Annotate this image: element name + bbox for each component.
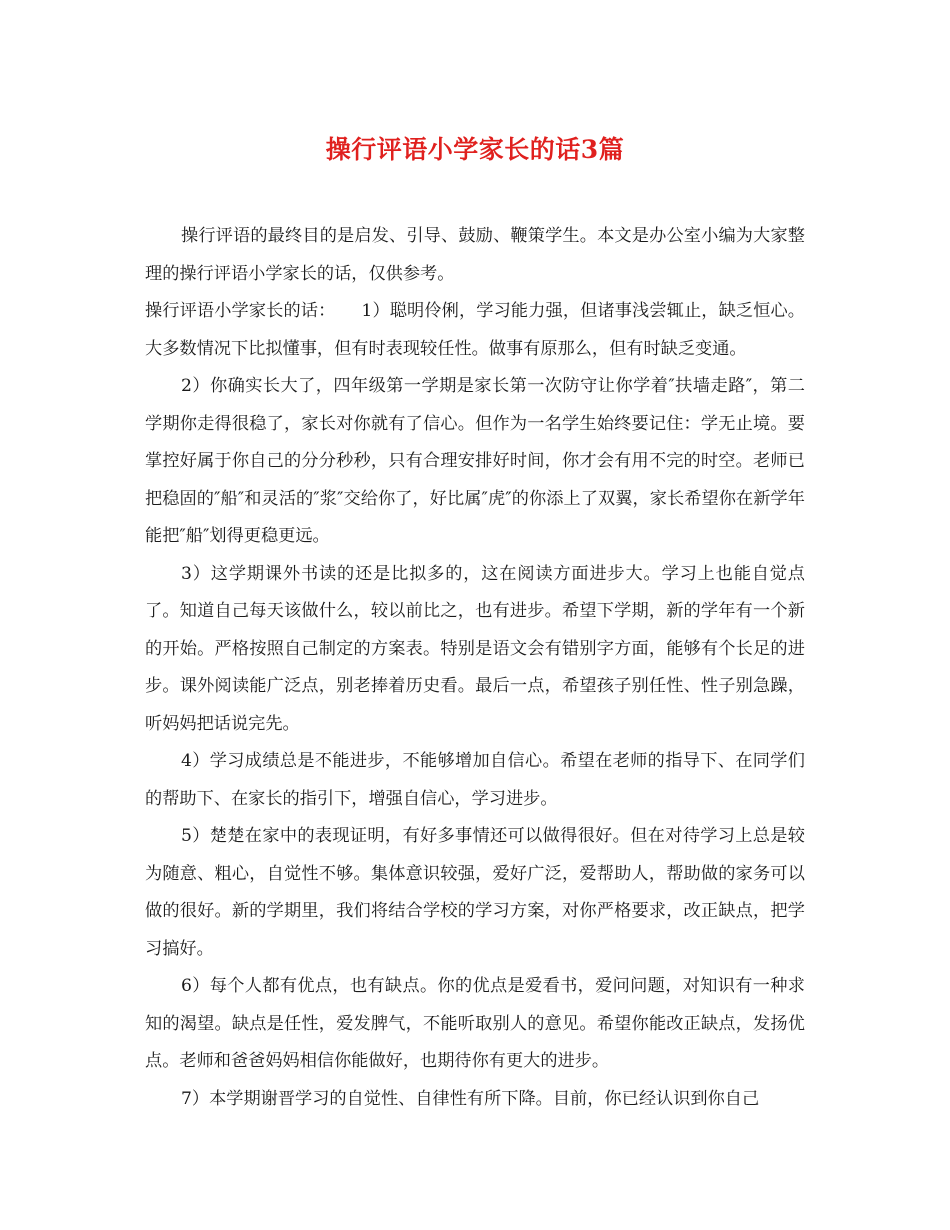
intro-paragraph: 操行评语的最终目的是启发、引导、鼓励、鞭策学生。本文是办公室小编为大家整理的操行评语小学家长的话，仅供参考。 xyxy=(145,226,805,284)
comment-paragraph-1: 操行评语小学家长的话： 1）聪明伶俐，学习能力强，但诸事浅尝辄止，缺乏恒心。大多数情况下比拟懂事，但有时表现较任性。做事有原那么，但有时缺乏变通。 xyxy=(145,301,805,359)
comment-paragraph-2: 2）你确实长大了，四年级第一学期是家长第一次防守让你学着″扶墙走路″，第二学期你走得很稳了，家长对你就有了信心。但作为一名学生始终要记住：学无止境。要掌控好属于你自己的分分秒秒，只有合理安排好时间，你才会有用不完的时空。老师已把稳固的″船″和灵活的″浆″交给你了，好比属″虎″的你添上了双翼，家长希望你在新学年能把″船″划得更稳更远。 xyxy=(145,376,805,546)
comment-paragraph-7: 7）本学期谢晋学习的自觉性、自律性有所下降。目前，你已经认识到你自己 xyxy=(181,1088,760,1109)
document-title: 操行评语小学家长的话3篇 xyxy=(325,135,625,164)
comment-paragraph-4: 4）学习成绩总是不能进步，不能够增加自信心。希望在老师的指导下、在同学们的帮助下、在家长的指引下，增强自信心，学习进步。 xyxy=(145,751,805,809)
document-page xyxy=(145,130,805,1118)
comment-paragraph-6: 6）每个人都有优点，也有缺点。你的优点是爱看书，爱问问题，对知识有一种求知的渴望。缺点是任性，爱发脾气，不能听取别人的意见。希望你能改正缺点，发扬优点。老师和爸爸妈妈相信你能做好，也期待你有更大的进步。 xyxy=(145,976,805,1071)
comment-paragraph-3: 3）这学期课外书读的还是比拟多的，这在阅读方面进步大。学习上也能自觉点了。知道自己每天该做什么，较以前比之，也有进步。希望下学期，新的学年有一个新的开始。严格按照自己制定的方案表。特别是语文会有错别字方面，能够有个长足的进步。课外阅读能广泛点，别老捧着历史看。最后一点，希望孩子别任性、性子别急躁，听妈妈把话说完先。 xyxy=(145,563,805,734)
comment-paragraph-5: 5）楚楚在家中的表现证明，有好多事情还可以做得很好。但在对待学习上总是较为随意、粗心，自觉性不够。集体意识较强，爱好广泛，爱帮助人，帮助做的家务可以做的很好。新的学期里，我们将结合学校的学习方案，对你严格要求，改正缺点，把学习搞好。 xyxy=(145,826,805,959)
